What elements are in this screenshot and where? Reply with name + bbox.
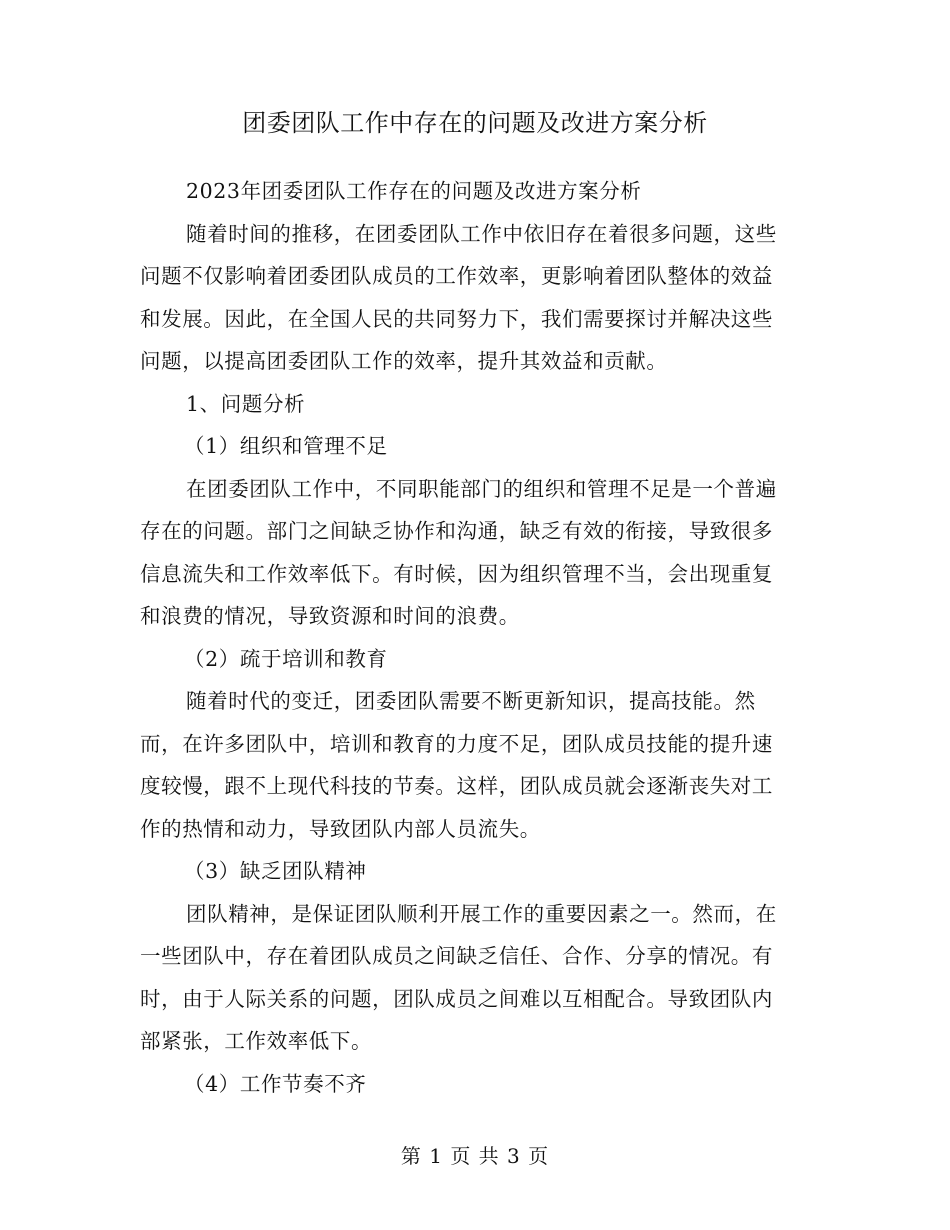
text-line: 2023年团委团队工作存在的问题及改进方案分析 xyxy=(186,179,642,203)
text-line: 和发展。因此，在全国人民的共同努力下，我们需要探讨并解决这些 xyxy=(140,306,773,331)
text-line: 随着时代的变迁，团委团队需要不断更新知识，提高技能。然 xyxy=(186,689,756,713)
document-title: 团委团队工作中存在的问题及改进方案分析 xyxy=(242,109,708,137)
text-line: 一些团队中，存在着团队成员之间缺乏信任、合作、分享的情况。有 xyxy=(140,944,773,968)
document-body xyxy=(140,170,800,1105)
text-line: 而，在许多团队中，培训和教育的力度不足，团队成员技能的提升速 xyxy=(140,731,773,756)
text-line: 信息流失和工作效率低下。有时候，因为组织管理不当，会出现重复 xyxy=(140,561,773,586)
text-line: 存在的问题。部门之间缺乏协作和沟通，缺乏有效的衔接，导致很多 xyxy=(140,519,773,543)
text-line: 时，由于人际关系的问题，团队成员之间难以互相配合。导致团队内 xyxy=(140,986,773,1011)
text-line: 1、问题分析 xyxy=(186,391,306,416)
text-line: 度较慢，跟不上现代科技的节奏。这样，团队成员就会逐渐丧失对工 xyxy=(140,774,773,798)
text-line: 团队精神，是保证团队顺利开展工作的重要因素之一。然而，在 xyxy=(186,901,777,926)
text-line: 作的热情和动力，导致团队内部人员流失。 xyxy=(140,816,541,841)
text-line: （3）缺乏团队精神 xyxy=(184,859,367,883)
text-line: 问题，以提高团委团队工作的效率，提升其效益和贡献。 xyxy=(140,349,668,373)
text-line: （4）工作节奏不齐 xyxy=(184,1071,367,1096)
text-line: （1）组织和管理不足 xyxy=(184,434,388,458)
text-line: 部紧张，工作效率低下。 xyxy=(140,1029,373,1053)
text-line: 在团委团队工作中，不同职能部门的组织和管理不足是一个普遍 xyxy=(186,476,777,501)
text-line: 随着时间的推移，在团委团队工作中依旧存在着很多问题，这些 xyxy=(186,221,777,246)
text-line: 和浪费的情况，导致资源和时间的浪费。 xyxy=(140,604,520,628)
text-line: （2）疏于培训和教育 xyxy=(184,646,388,671)
page-footer: 第 1 页 共 3 页 xyxy=(400,1144,550,1168)
text-line: 问题不仅影响着团委团队成员的工作效率，更影响着团队整体的效益 xyxy=(140,264,773,288)
